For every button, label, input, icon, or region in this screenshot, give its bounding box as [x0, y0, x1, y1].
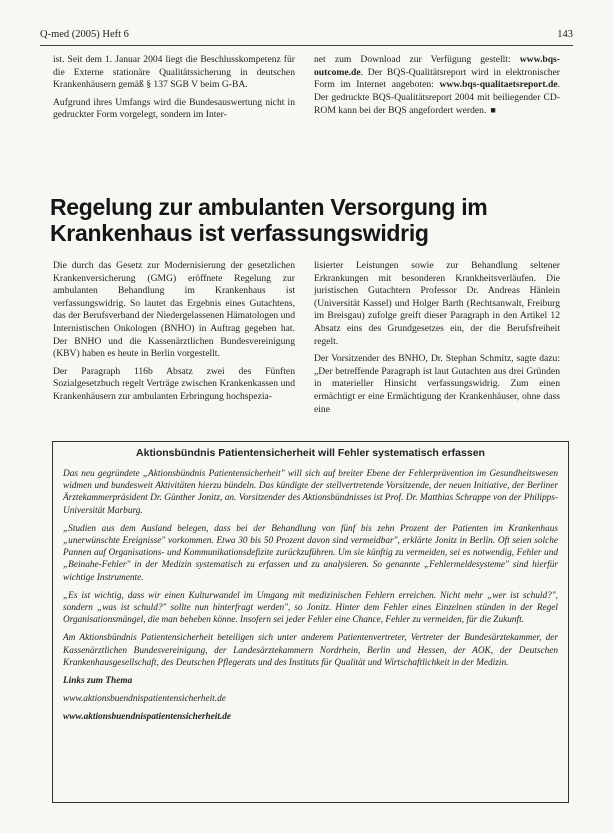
end-of-article-mark: ■ — [490, 105, 496, 116]
previous-article-left-column — [53, 54, 295, 127]
running-header — [40, 27, 573, 46]
text-run: . Der BQS-Qualitätsreport wird in elektronischer Form im Internet angeboten: — [314, 66, 560, 91]
text-run: net zum Download zur Verfügung gestellt: — [314, 54, 520, 65]
paragraph: lisierter Leistungen sowie zur Behandlung seltener Erkrankungen mit besonderen Krankheitsverläufen. Die juristischen Gutachtern Professor Dr. Andreas Hänlein (Universität Kassel) und Holger Barth (Rechtsanwalt, Freiburg im Breisgau) zufolge greift dieser Paragraph in den Artikel 12 Absatz eins des Grundgesetzes ein, der die Berufsfreiheit regelt. — [314, 260, 560, 347]
paragraph: Die durch das Gesetz zur Modernisierung der gesetzlichen Krankenversicherung (GMG) eröffnete Regelung zur ambulanten Behandlung im Krankenhaus ist verfassungswidrig. So lautet das Ergebnis eines Gutachtens, das der Berufsverband der Niedergelassenen Hämatologen und Internistischen Onkologen (BNHO) in Auftrag gegeben hat. Der BNHO und die Kassenärztlichen Bundesvereinigung (KBV) haben es heute in Berlin vorgestellt. — [53, 260, 295, 360]
link-bqs-outcome[interactable]: www.bqs-outcome.de — [314, 54, 560, 78]
paragraph: Das neu gegründete „Aktionsbündnis Patientensicherheit" will sich auf breiter Ebene der Fehlerprävention im Gesundheitswesen widmen und bundesweit Aktivitäten hierzu bündeln. Das kündigte der stellvertretende Vorsitzende, der neuen Initiative, der Berliner Ärztekammerpräsident Dr. Günther Jonitz, an. Vorsitzender des Aktionsbündnisses ist Prof. Dr. Matthias Schrappe von der Philipps-Universität Marburg. — [63, 469, 558, 516]
previous-article-right-column — [314, 54, 560, 123]
links-heading: Links zum Thema — [63, 676, 133, 687]
paragraph — [314, 54, 560, 118]
box-body — [63, 468, 558, 730]
journal-reference: Q-med (2005) Heft 6 — [40, 29, 129, 40]
paragraph: „Es ist wichtig, dass wir einen Kulturwandel im Umgang mit medizinischen Fehlern erreichen. Nicht mehr „wer ist schuld?", sondern „was ist schuld?" sollte nun hinterfragt werden", so Jonitz. Hinter dem Fehler eines Einzelnen stünden in der Regel Organisationsmängel, die man beheben könne. Insofern sei jeder Fehler eine Chance, Fehler zu vermeiden, für die Zukunft. — [63, 590, 558, 626]
paragraph: ist. Seit dem 1. Januar 2004 liegt die Beschlusskompetenz für die Externe stationäre Qualitätssicherung in deutschen Krankenhäusern gemäß § 137 SGB V beim G-BA. — [53, 54, 295, 91]
paragraph: Der Vorsitzender des BNHO, Dr. Stephan Schmitz, sagte dazu: „Der betreffende Paragraph ist laut Gutachten aus drei Gründen in materieller Hinsicht verfassungswidrig. Zum einen ermächtigt er eine Ermächtigung der Krankenhäuser, ohne dass eine — [314, 353, 560, 415]
article-right-column — [314, 260, 560, 438]
paragraph: Aufgrund ihres Umfangs wird die Bundesauswertung nicht in gedruckter Form vorgelegt, sondern im Inter- — [53, 96, 295, 121]
sidebar-box — [52, 441, 569, 803]
paragraph: „Studien aus dem Ausland belegen, dass bei der Behandlung von fünf bis zehn Prozent der Patienten im Krankenhaus „unerwünschte Ereignisse" vorkommen. Etwa 30 bis 50 Prozent davon sind vermeidbar", erklärte Jonitz in Berlin. Oft seien solche Pannen auf Organisations- und Kommunikationsdefizite zurückzuführen. Um sie künftig zu vermeiden, sei es notwendig, Fehler und „Beinahe-Fehler" in der Medizin systematisch zu erfassen und zu analysieren. So genannte „Fehlermeldesysteme" sind hierfür wichtige Instrumente. — [63, 523, 558, 583]
link-aktionsbuendnis[interactable]: www.aktionsbuendnispatientensicherheit.de — [63, 694, 226, 705]
paragraph: Am Aktionsbündnis Patientensicherheit beteiligen sich unter anderem Patientenvertreter, Vertreter der Bundesärztekammer, der Kassenärztlichen Bundesvereinigung, der Landesärztekammern Nordrhein, Berlin und Hessen, der AOK, der Deutschen Krankenhausgesellschaft, des Deutschen Pflegerats und des Instituts für Qualität und Wirtschaftlichkeit in der Medizin. — [63, 633, 558, 668]
text-run: . Der gedruckte BQS-Qualitätsreport 2004 mit beiliegender CD-ROM kann bei der BQS angefordert werden. — [314, 79, 560, 117]
box-title: Aktionsbündnis Patientensicherheit will Fehler systematisch erfassen — [136, 447, 485, 459]
paragraph: Der Paragraph 116b Absatz zwei des Fünften Sozialgesetzbuch regelt Verträge zwischen Krankenkassen und Krankenhäusern zur ambulanten Erbringung hochspezia- — [53, 365, 295, 402]
page-number: 143 — [557, 29, 573, 40]
link-aktionsbuendnis-bold[interactable]: www.aktionsbuendnispatientensicherheit.de — [63, 712, 232, 723]
link-bqs-qualitaetsreport[interactable]: www.bqs-qualitaetsreport.de — [439, 79, 558, 91]
article-left-column — [53, 260, 295, 438]
article-headline: Regelung zur ambulanten Versorgung im Krankenhaus ist verfassungswidrig — [50, 194, 488, 246]
